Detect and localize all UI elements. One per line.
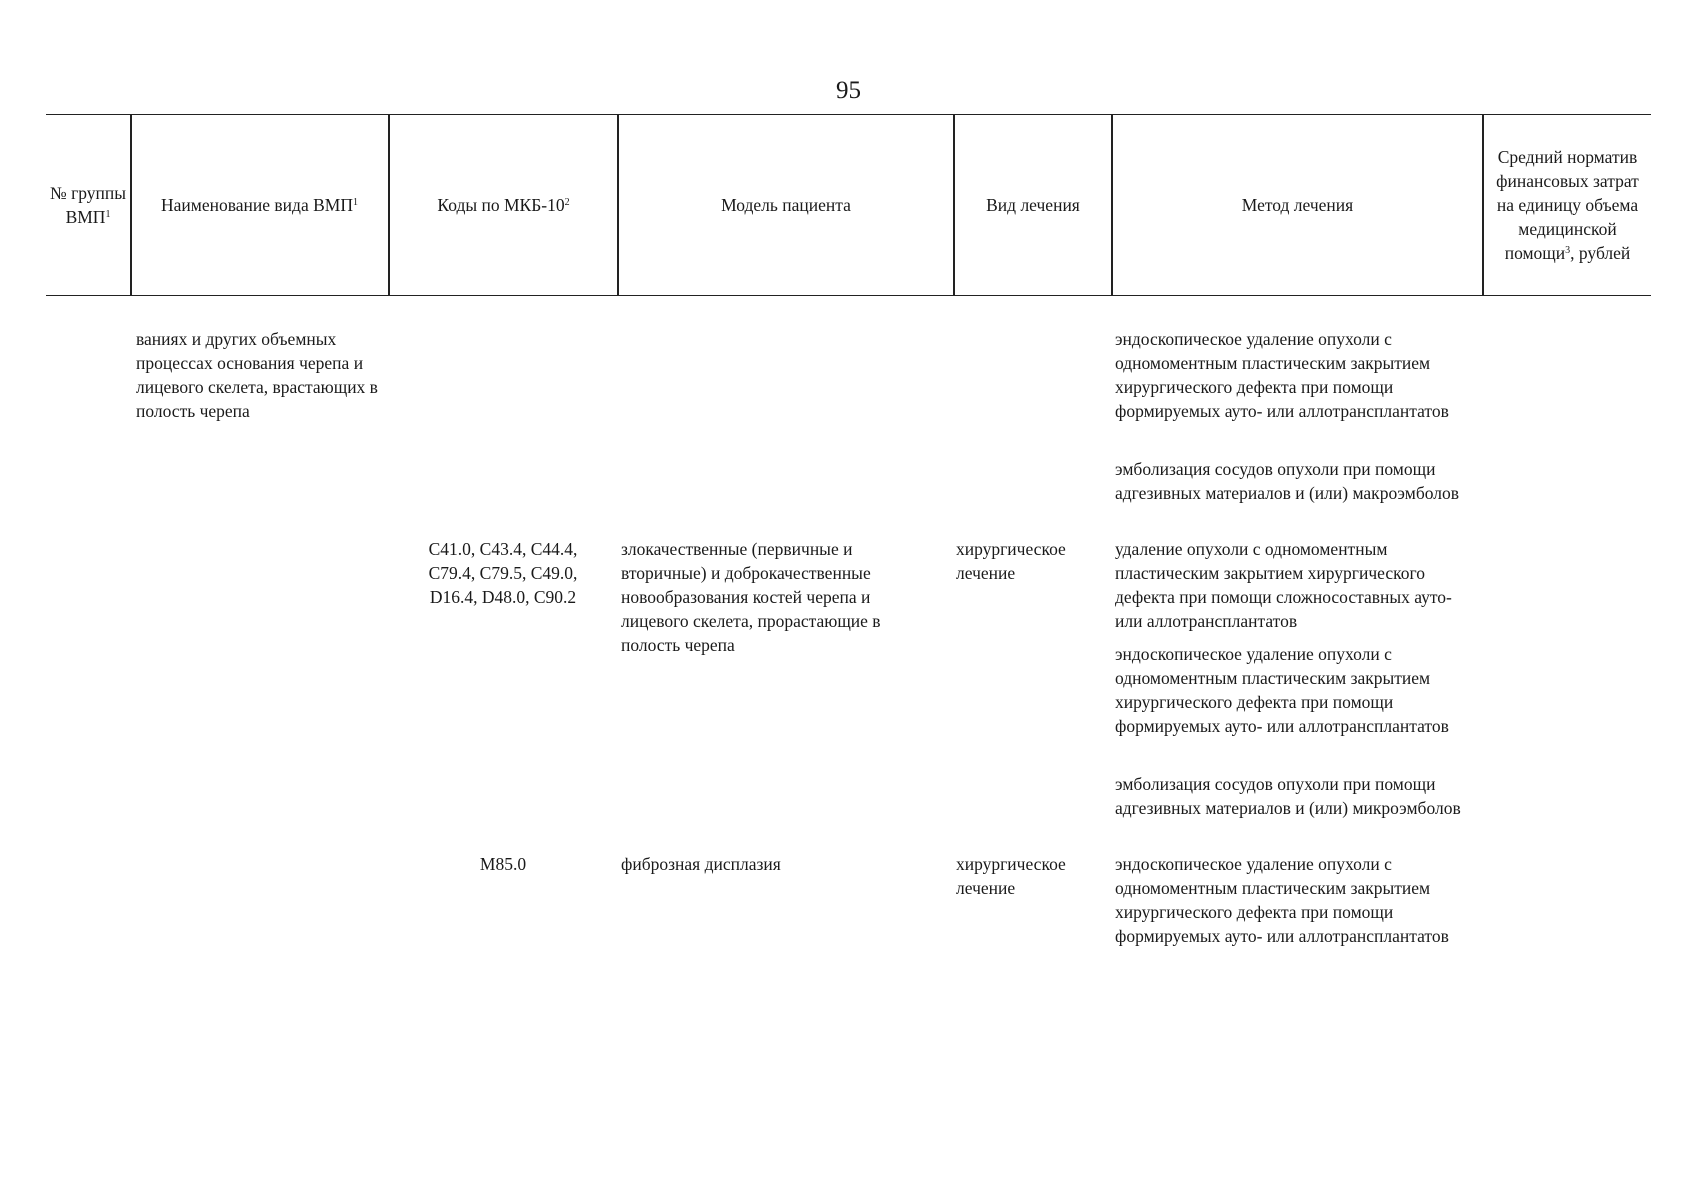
header-group-number: № группы ВМП$^1$ xyxy=(50,183,127,227)
row1-method-1: эндоскопическое удаление опухоли с одномоментным пластическим закрытием хирургического дефекта при помощи формируемых ауто- или аллотрансплантатов xyxy=(1115,329,1449,421)
header-treatment-type: Вид лечения xyxy=(986,195,1080,215)
table-header xyxy=(46,114,1651,296)
header-average-cost: Средний норматив финансовых затрат на единицу объема медицинской помощи$^3$, рублей xyxy=(1496,147,1639,263)
row3-method-1: эндоскопическое удаление опухоли с одномоментным пластическим закрытием хирургического дефекта при помощи формируемых ауто- или аллотрансплантатов xyxy=(1115,854,1449,946)
row3-patient-model: фиброзная дисплазия xyxy=(621,854,781,874)
header-treatment-method: Метод лечения xyxy=(1241,195,1354,215)
row3-treatment-type: хирургическое лечение xyxy=(956,854,1066,898)
page-number: 95 xyxy=(836,77,861,104)
row1-vmp-name: ваниях и других объемных процессах основания черепа и лицевого скелета, врастающих в полость черепа xyxy=(136,329,378,421)
header-patient-model: Модель пациента xyxy=(721,195,851,215)
row2-treatment-type: хирургическое лечение xyxy=(956,539,1066,583)
header-vmp-name: Наименование вида ВМП$^1$ xyxy=(161,195,358,215)
row2-patient-model: злокачественные (первичные и вторичные) и доброкачественные новообразования костей черепа и лицевого скелета, прорастающие в полость черепа xyxy=(621,539,881,655)
row2-method-3: эмболизация сосудов опухоли при помощи адгезивных материалов и (или) микроэмболов xyxy=(1115,774,1461,818)
row2-icd-codes: C41.0, C43.4, C44.4, C79.4, C79.5, C49.0, D16.4, D48.0, C90.2 xyxy=(428,539,578,607)
row2-method-1: удаление опухоли с одномоментным пластическим закрытием хирургического дефекта при помощи сложносоставных ауто- или аллотрансплантатов xyxy=(1115,539,1452,631)
row2-method-2: эндоскопическое удаление опухоли с одномоментным пластическим закрытием хирургического дефекта при помощи формируемых ауто- или аллотрансплантатов xyxy=(1115,644,1449,736)
row1-method-2: эмболизация сосудов опухоли при помощи адгезивных материалов и (или) макроэмболов xyxy=(1115,459,1460,503)
header-icd-codes: Коды по МКБ-$10^2$ xyxy=(437,195,570,215)
row3-icd-codes: M85.0 xyxy=(479,854,527,874)
